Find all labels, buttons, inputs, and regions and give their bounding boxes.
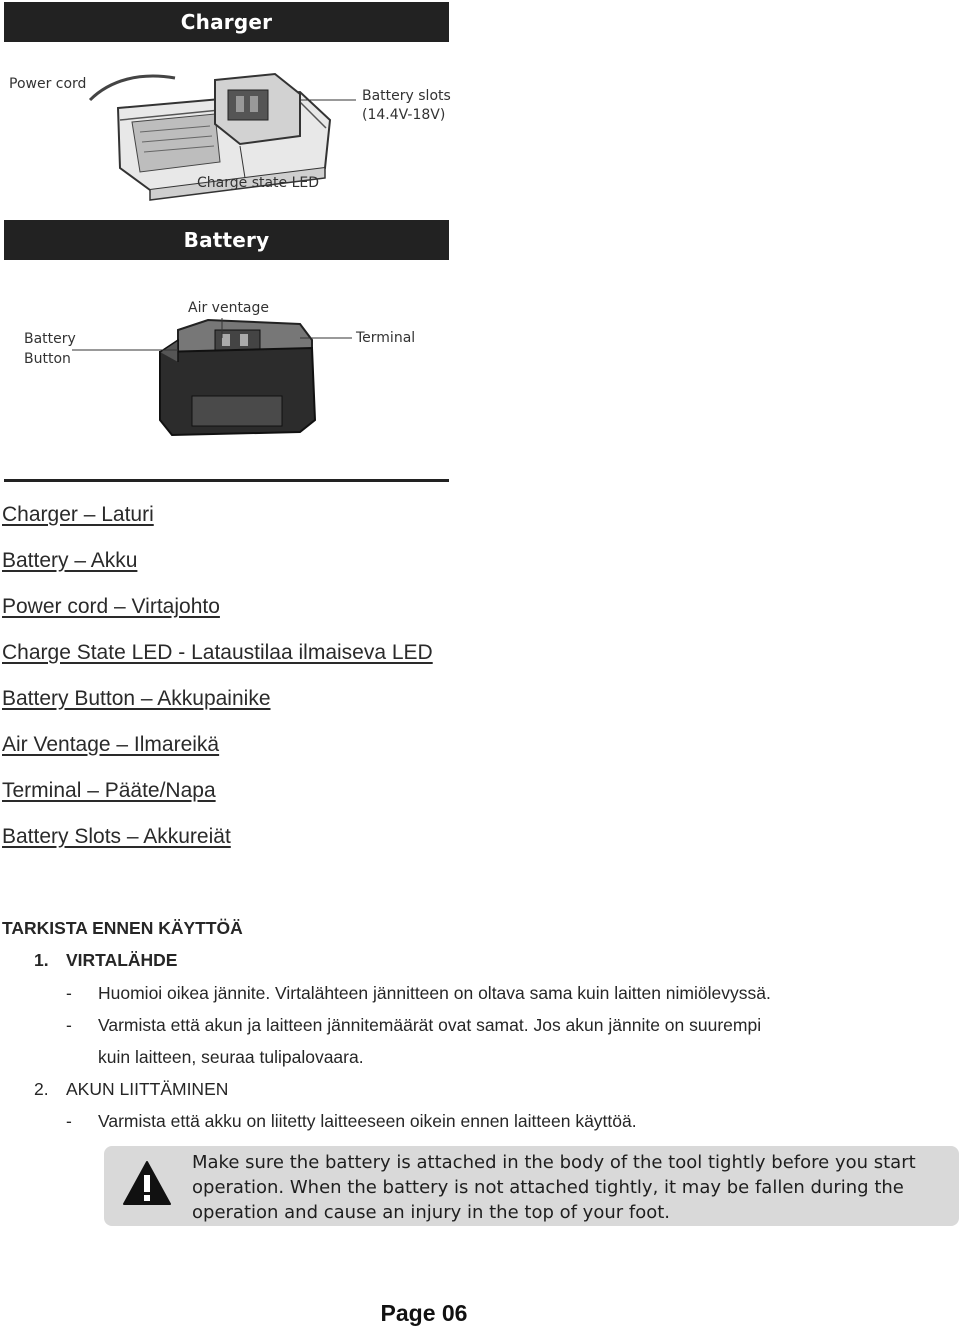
battery-section-header: [4, 220, 449, 260]
charger-section-title: Charger: [180, 10, 273, 34]
item1-bullet2-line2: kuin laitteen, seuraa tulipalovaara.: [98, 1047, 364, 1067]
label-power-cord: Power cord: [9, 76, 87, 92]
glossary-item: Air Ventage – Ilmareikä: [2, 733, 220, 756]
bullet-dash: -: [66, 1015, 72, 1035]
page-number: Page 06: [380, 1300, 468, 1326]
label-charge-state-led: Charge state LED: [197, 175, 320, 191]
glossary-item: Terminal – Pääte/Napa: [2, 779, 216, 802]
item1-number: 1.: [34, 950, 49, 970]
charger-diagram: [0, 50, 450, 210]
item2-bullet1: Varmista että akku on liitetty laitteeseen oikein ennen laitteen käyttöä.: [98, 1111, 637, 1131]
charger-section-header: [4, 2, 449, 42]
item1-bullet1: Huomioi oikea jännite. Virtalähteen jännitteen on oltava sama kuin laitten nimiölevyssä.: [98, 983, 771, 1003]
item1-bullet2-line1: Varmista että akun ja laitteen jännitemäärät ovat samat. Jos akun jännite on suurempi: [98, 1015, 762, 1035]
label-air-ventage: Air ventage: [188, 300, 270, 316]
glossary-item: Battery Slots – Akkureiät: [2, 825, 231, 848]
bullet-dash: -: [66, 983, 72, 1003]
label-terminal: Terminal: [356, 330, 416, 346]
section-divider: [4, 479, 449, 482]
battery-section-title: Battery: [183, 228, 270, 252]
bullet-dash: -: [66, 1111, 72, 1131]
label-battery-slots: Battery slots: [362, 88, 451, 104]
glossary-item: Power cord – Virtajohto: [2, 595, 220, 618]
battery-diagram: [0, 290, 450, 450]
item2-title: AKUN LIITTÄMINEN: [66, 1079, 229, 1099]
warning-triangle-icon: [122, 1160, 172, 1206]
item1-title: VIRTALÄHDE: [66, 950, 178, 970]
warning-box: [104, 1146, 959, 1226]
item2-number: 2.: [34, 1079, 49, 1099]
warning-text: Make sure the battery is attached in the body of the tool tightly before you start operation. When the battery is not attached tightly, it may be fallen during the operation and cause an injury in the top of your foot.: [192, 1152, 916, 1223]
instructions-heading: TARKISTA ENNEN KÄYTTÖÄ: [2, 918, 243, 938]
label-battery-button-line2: Button: [24, 351, 71, 367]
label-battery-slots-voltage: (14.4V-18V): [362, 107, 446, 123]
glossary-item: Battery Button – Akkupainike: [2, 687, 271, 710]
glossary-item: Charger – Laturi: [2, 503, 154, 526]
glossary-item: Battery – Akku: [2, 549, 138, 572]
label-battery-button-line1: Battery: [24, 331, 76, 347]
glossary-item: Charge State LED - Lataustilaa ilmaiseva LED: [2, 641, 433, 664]
